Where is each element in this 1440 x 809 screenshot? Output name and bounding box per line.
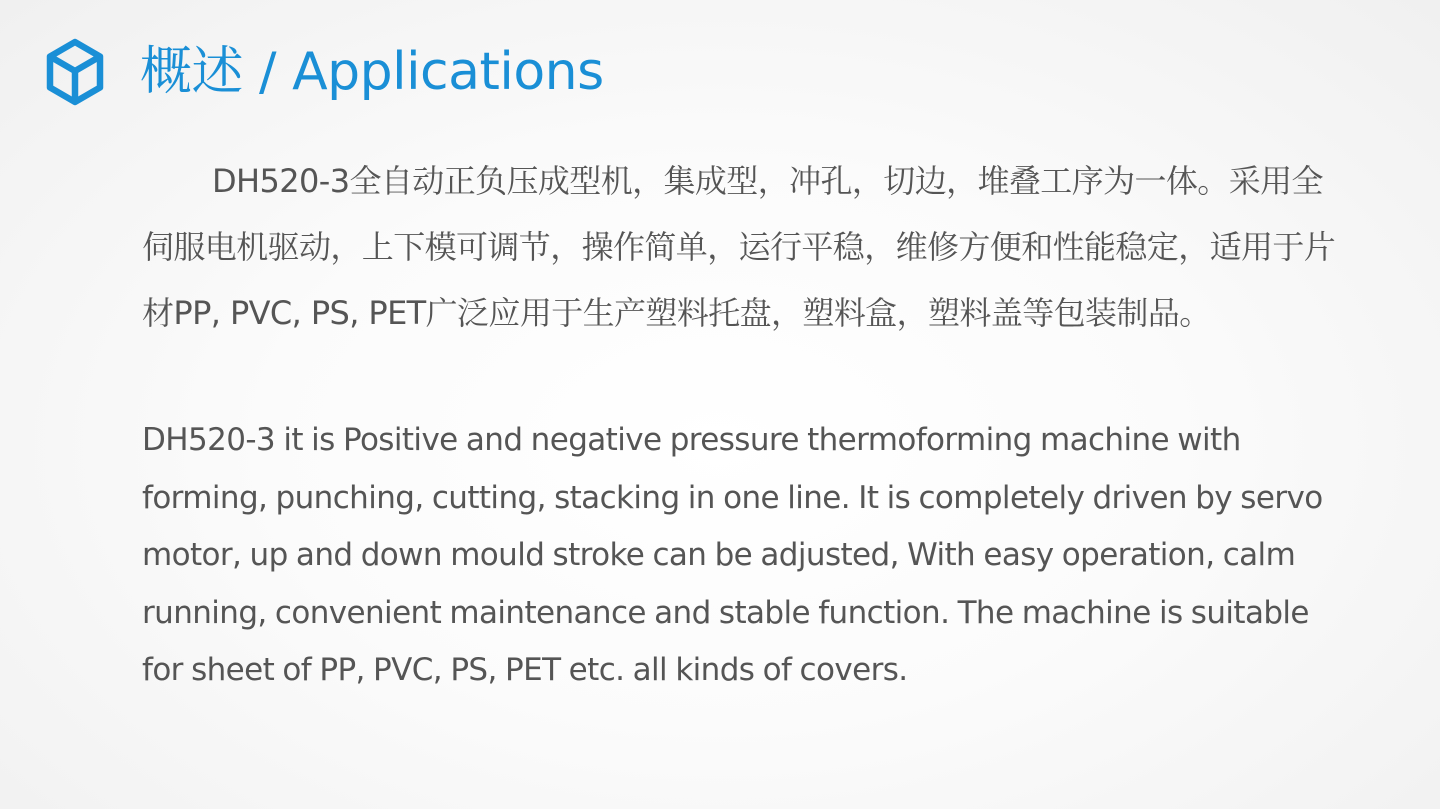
chinese-description: DH520-3全自动正负压成型机，集成型，冲孔，切边，堆叠工序为一体。采用全伺服电机驱动，上下模可调节，操作简单，运行平稳，维修方便和性能稳定，适用于片材PP, PVC, PS, PET广泛应用于生产塑料托盘，塑料盒，塑料盖等包装制品。 <box>142 162 1336 332</box>
description-section <box>142 148 1348 700</box>
cube-icon <box>44 37 106 107</box>
page-title: 概述 / Applications <box>140 42 604 102</box>
english-description: DH520-3 it is Positive and negative pressure thermoforming machine with forming, punching, cutting, stacking in one line. It is completely driven by servo motor, up and down mould stroke can be adjusted, With easy operation, calm running, convenient maintenance and stable function. The machine is suitable for sheet of PP, PVC, PS, PET etc. all kinds of covers. <box>142 422 1323 688</box>
page-header <box>44 36 604 108</box>
